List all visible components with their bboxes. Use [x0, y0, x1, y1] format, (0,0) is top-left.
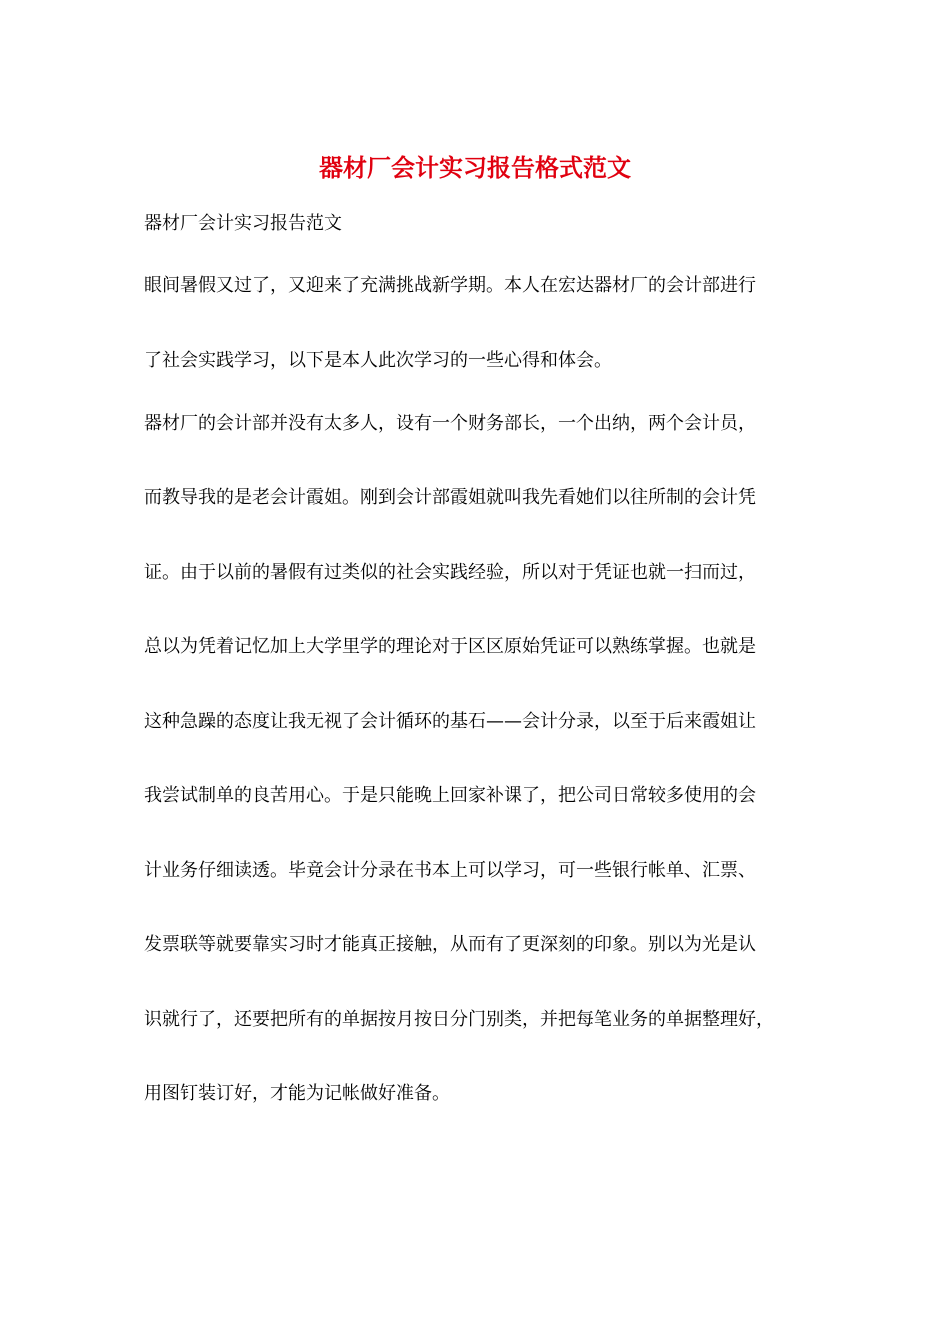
document-subtitle: 器材厂会计实习报告范文 [144, 213, 342, 234]
paragraph-line: 我尝试制单的良苦用心。于是只能晚上回家补课了，把公司日常较多使用的会 [144, 785, 756, 806]
paragraph-line: 眼间暑假又过了，又迎来了充满挑战新学期。本人在宏达器材厂的会计部进行 [144, 275, 756, 296]
paragraph-line: 器材厂的会计部并没有太多人，设有一个财务部长，一个出纳，两个会计员， [144, 413, 756, 434]
paragraph-line: 发票联等就要靠实习时才能真正接触，从而有了更深刻的印象。别以为光是认 [144, 934, 756, 955]
paragraph-line: 总以为凭着记忆加上大学里学的理论对于区区原始凭证可以熟练掌握。也就是 [144, 636, 756, 657]
paragraph-line: 用图钉装订好，才能为记帐做好准备。 [144, 1083, 450, 1104]
paragraph-line: 识就行了，还要把所有的单据按月按日分门别类，并把每笔业务的单据整理好， [144, 1009, 774, 1030]
document-title: 器材厂会计实习报告格式范文 [319, 153, 631, 182]
paragraph-line: 这种急躁的态度让我无视了会计循环的基石——会计分录，以至于后来霞姐让 [144, 711, 756, 732]
paragraph-line: 而教导我的是老会计霞姐。刚到会计部霞姐就叫我先看她们以往所制的会计凭 [144, 487, 756, 508]
paragraph-line: 计业务仔细读透。毕竟会计分录在书本上可以学习，可一些银行帐单、汇票、 [144, 860, 756, 881]
paragraph-line: 证。由于以前的暑假有过类似的社会实践经验，所以对于凭证也就一扫而过， [144, 562, 756, 583]
paragraph-line: 了社会实践学习，以下是本人此次学习的一些心得和体会。 [144, 350, 612, 371]
